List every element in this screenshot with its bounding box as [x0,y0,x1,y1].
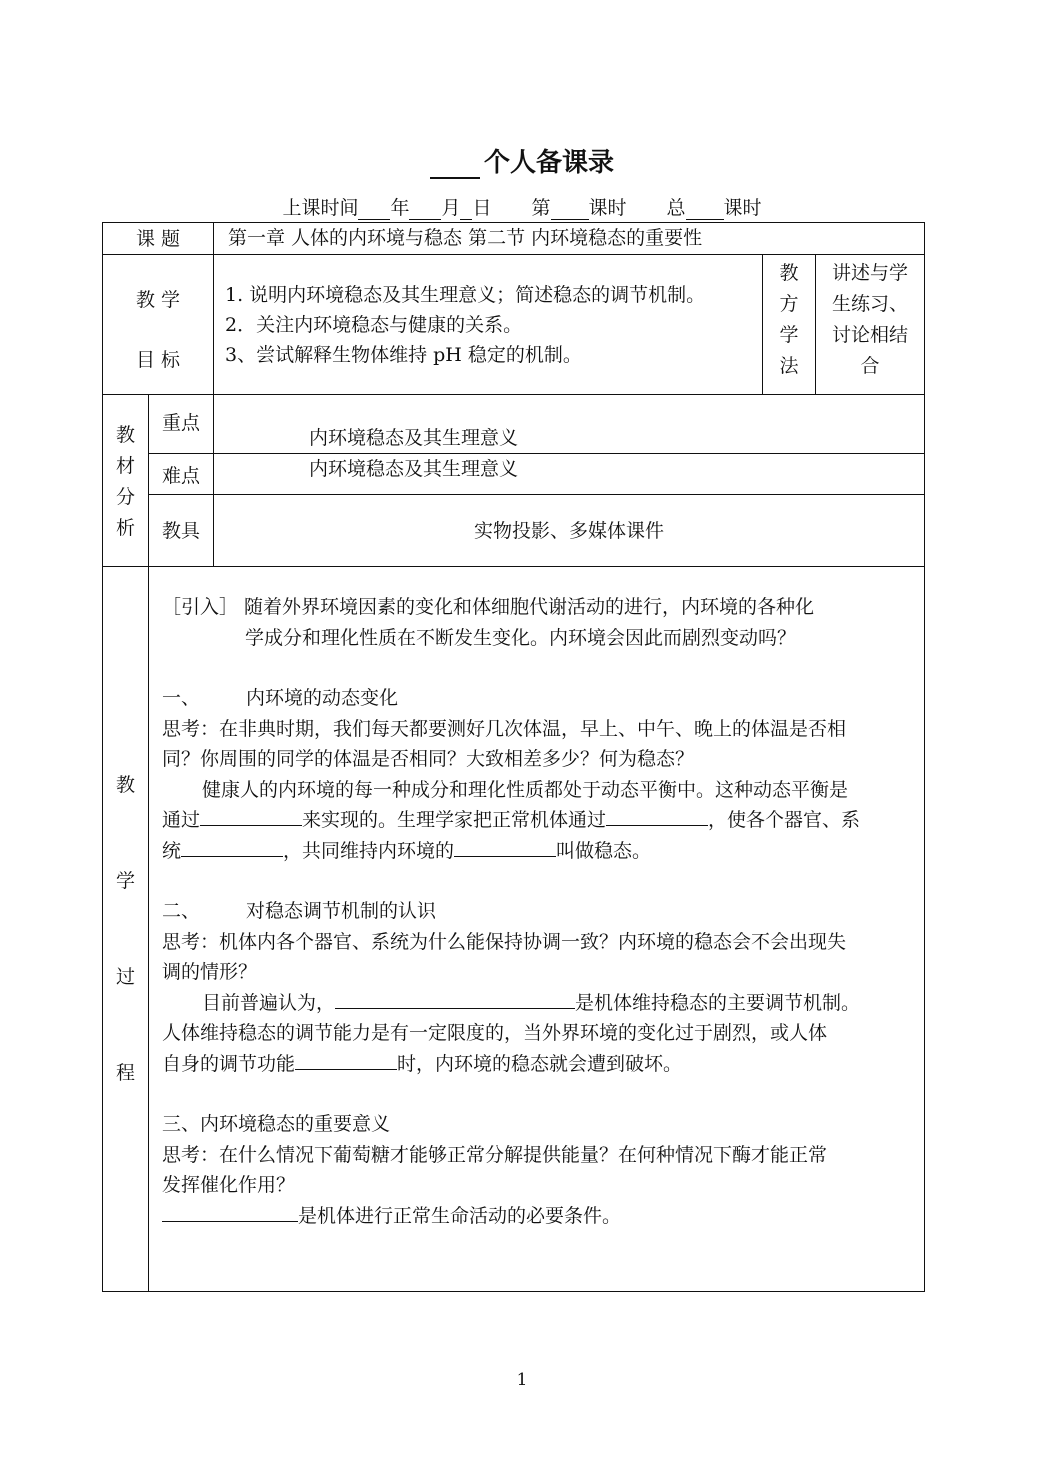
think-line: 思考：机体内各个器官、系统为什么能保持协调一致？内环境的稳态会不会出现失 [162,930,847,953]
text-run: 目前普遍认为， [202,991,336,1014]
paragraph-line [162,988,917,1019]
method-label-char: 教 [779,262,799,284]
title-text: 个人备课录 [483,148,614,178]
text-run: 叫做稳态。 [556,839,652,862]
day-blank [460,201,472,220]
section-number: 一、 [162,687,201,709]
text-run: 来实现的。生理学家把正常机体通过 [302,809,607,831]
paragraph-line [162,1201,917,1232]
goal-item: 1. 说明内环境稳态及其生理意义；简述稳态的调节机制。 [225,284,706,306]
day-label: 日 [472,197,492,219]
fill-blank[interactable] [200,805,302,826]
total-blank [686,201,724,220]
month-label: 月 [441,197,461,219]
process-label-char: 程 [115,1062,135,1084]
text-run: 自身的调节功能 [162,1052,296,1075]
period-blank [551,201,589,220]
method-label-char: 法 [779,355,799,377]
text-run: 是机体维持稳态的主要调节机制。 [575,991,861,1014]
section-2-heading [162,896,917,927]
paragraph-line: 人体维持稳态的调节能力是有一定限度的，当外界环境的变化过于剧烈，或人体 [162,1022,828,1044]
analysis-label-char: 分 [115,486,135,508]
text-run: 统 [162,839,182,862]
paragraph-line [162,1049,917,1080]
fill-blank[interactable] [295,1049,397,1070]
period-prefix: 第 [531,197,551,219]
section-title: 内环境的动态变化 [246,687,399,709]
total-suffix: 课时 [723,197,762,219]
think-line: 思考：在非典时期，我们每天都要测好几次体温，早上、中午、晚上的体温是否相 [162,717,847,740]
analysis-label [103,420,148,544]
section-1-heading [162,683,917,714]
tools-label: 教具 [161,519,200,542]
think-line: 同？你周围的同学的体温是否相同？大致相差多少？何为稳态？ [162,748,695,770]
text-run: ，使各个器官、系 [708,809,861,831]
goal-item: 2．关注内环境稳态与健康的关系。 [225,314,523,336]
page-number: 1 [516,1370,528,1390]
grid-line [102,254,925,255]
fill-blank[interactable] [335,988,575,1009]
grid-line [213,222,214,394]
paragraph-line: 健康人的内环境的每一种成分和理化性质都处于动态平衡中。这种动态平衡是 [202,778,849,801]
title-blank [430,153,480,179]
section-title: 对稳态调节机制的认识 [246,900,437,922]
fill-blank[interactable] [181,836,283,857]
think-line: 调的情形？ [162,961,258,983]
method-label-char: 方 [779,293,799,315]
fill-blank[interactable] [454,836,556,857]
think-line: 发挥催化作用？ [162,1174,296,1196]
month-blank [409,201,441,220]
method-label-char: 学 [779,324,799,346]
grid-line [102,566,925,567]
intro-line: ［引入］ 随着外界环境因素的变化和体细胞代谢活动的进行，内环境的各种化 [162,596,815,618]
section-3-heading: 三、内环境稳态的重要意义 [162,1113,391,1135]
analysis-label-char: 析 [115,517,135,539]
grid-line [815,254,816,394]
process-label [103,770,148,1088]
topic-label: 课 题 [135,227,181,250]
intro-line: 学成分和理化性质在不断发生变化。内环境会因此而剧烈变动吗？ [245,626,797,649]
think-line: 思考：在什么情况下葡萄糖才能够正常分解提供能量？在何种情况下酶才能正常 [162,1143,828,1166]
fill-blank[interactable] [162,1201,298,1222]
process-label-char: 过 [115,966,135,988]
total-prefix: 总 [666,197,686,219]
topic-value: 第一章 人体的内环境与稳态 第二节 内环境稳态的重要性 [228,227,703,249]
paragraph-line [162,805,917,836]
goals-list [225,280,760,370]
date-line [0,193,1044,220]
goal-item: 3、尝试解释生物体维持 pH 稳定的机制。 [225,344,582,366]
key-label: 重点 [161,412,200,434]
process-label-char: 教 [115,774,135,796]
analysis-label-char: 教 [115,424,135,446]
grid-line [102,394,925,395]
goals-label-line-1: 教 学 [135,289,181,311]
page-title [0,142,1044,179]
difficulty-value: 内环境稳态及其生理意义 [309,458,519,480]
difficulty-label: 难点 [161,465,200,487]
grid-line [924,222,925,1291]
section-number: 二、 [162,900,201,922]
analysis-label-char: 材 [115,455,135,477]
method-value: 讲述与学生练习、讨论相结合 [831,262,908,377]
paragraph-line [162,836,917,867]
method-label [763,258,815,382]
grid-line [102,1291,925,1292]
year-label: 年 [390,197,410,219]
process-label-char: 学 [115,870,135,892]
period-suffix: 课时 [588,197,627,219]
date-label: 上课时间 [282,197,359,219]
fill-blank[interactable] [606,805,708,826]
tools-value: 实物投影、多媒体课件 [473,519,664,542]
text-run: 时，内环境的稳态就会遭到破坏。 [397,1052,683,1075]
key-value: 内环境稳态及其生理意义 [309,427,519,449]
goals-label-line-2: 目 标 [135,349,181,371]
text-run: 是机体进行正常生命活动的必要条件。 [298,1204,622,1227]
text-run: 通过 [162,809,201,831]
year-blank [358,201,390,220]
process-content [162,592,917,1231]
text-run: ，共同维持内环境的 [283,839,455,862]
goals-label [103,270,213,390]
